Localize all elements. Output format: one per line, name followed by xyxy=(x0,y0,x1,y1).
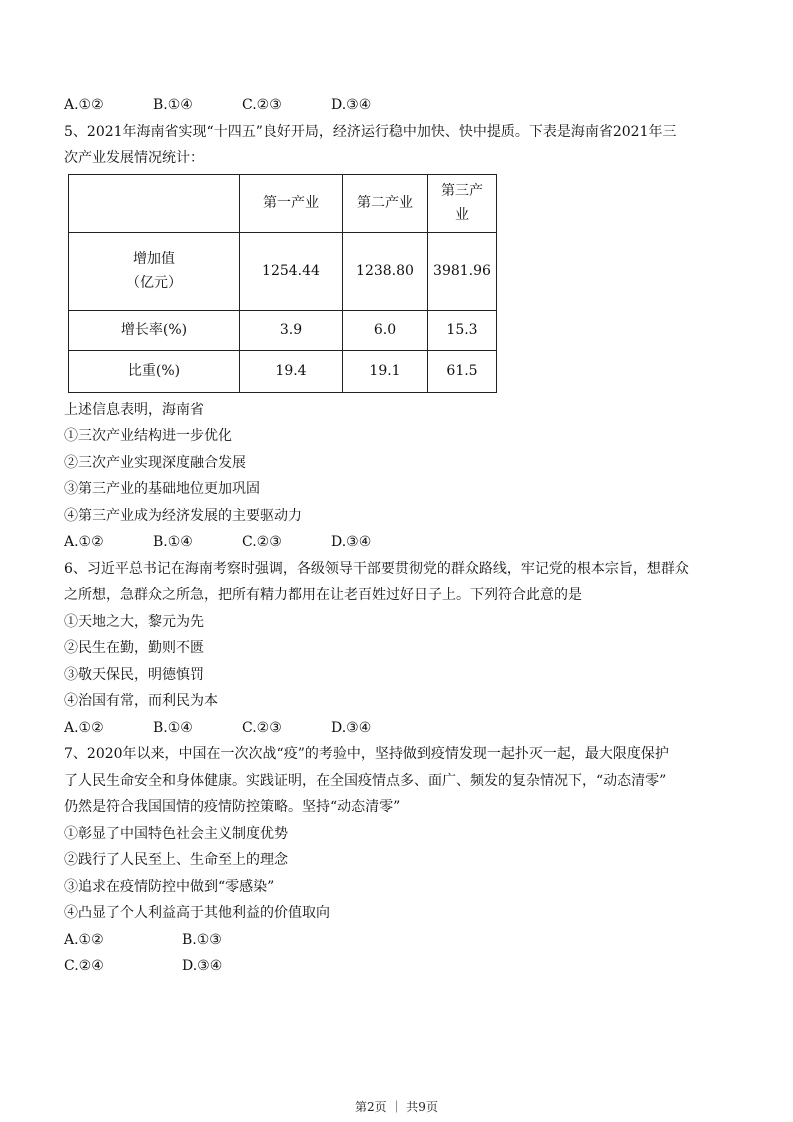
table-cell: 15.3 xyxy=(428,310,497,350)
option-a: A.①② xyxy=(64,97,104,113)
q6-item-4: ④治国有常，而利民为本 xyxy=(64,693,218,709)
q7-item-2: ②践行了人民至上、生命至上的理念 xyxy=(64,852,288,868)
table-header-secondary: 第二产业 xyxy=(343,174,428,232)
table-row-label: 增长率(%) xyxy=(69,310,240,350)
table-cell: 3981.96 xyxy=(428,232,497,310)
q6-item-2: ②民生在勤，勤则不匮 xyxy=(64,640,204,656)
row-label-line2: （亿元） xyxy=(126,275,182,291)
q6-stem-line2: 之所想，急群众之所急，把所有精力都用在让老百姓过好日子上。下列符合此意的是 xyxy=(64,587,582,603)
option-d: D.③④ xyxy=(331,719,372,736)
q6-item-1: ①天地之大，黎元为先 xyxy=(64,613,204,630)
option-a: A.①② xyxy=(64,719,104,736)
table-header-tertiary-line1: 第三产 xyxy=(441,183,483,199)
option-d: D.③④ xyxy=(331,534,372,550)
table-cell: 61.5 xyxy=(428,350,497,392)
q5-item-4: ④第三产业成为经济发展的主要驱动力 xyxy=(64,507,302,524)
q5-item-3: ③第三产业的基础地位更加巩固 xyxy=(64,481,260,497)
option-a: A.①② xyxy=(64,931,104,948)
q7-options-row1 xyxy=(64,927,732,954)
q5-stem-line1: 5、2021年海南省实现“十四五”良好开局，经济运行稳中加快、快中提质。下表是海南省2021年三 xyxy=(64,123,677,140)
table-corner-cell xyxy=(69,174,240,232)
option-d: D.③④ xyxy=(331,97,372,113)
q5-item-2: ②三次产业实现深度融合发展 xyxy=(64,454,246,471)
q7-item-4: ④凸显了个人利益高于其他利益的价值取向 xyxy=(64,905,330,921)
q7-item-1: ①彰显了中国特色社会主义制度优势 xyxy=(64,825,288,842)
table-header-tertiary xyxy=(428,174,497,232)
table-cell: 1254.44 xyxy=(240,232,343,310)
q4-options xyxy=(64,92,732,119)
q5-stem-line2: 次产业发展情况统计： xyxy=(64,150,204,166)
option-d: D.③④ xyxy=(182,958,223,974)
option-c: C.②④ xyxy=(64,958,104,974)
q7-stem-line2: 了人民生命安全和身体健康。实践证明，在全国疫情点多、面广、频发的复杂情况下，“动态清零” xyxy=(64,772,667,789)
table-header-tertiary-line2: 业 xyxy=(455,207,469,223)
q7-item-3: ③追求在疫情防控中做到“零感染” xyxy=(64,878,275,895)
table-cell: 19.1 xyxy=(343,350,428,392)
table-cell: 3.9 xyxy=(240,310,343,350)
table-header-row xyxy=(69,174,497,232)
option-b: B.①④ xyxy=(153,719,193,736)
page-content xyxy=(64,92,732,980)
page-footer: 第2页 ｜ 共9页 xyxy=(355,1100,438,1114)
q7-stem-line1: 7、2020年以来，中国在一次次战“疫”的考验中，坚持做到疫情发现一起扑灭一起，最大限度保护 xyxy=(64,746,669,762)
table-row xyxy=(69,232,497,310)
option-b: B.①③ xyxy=(182,931,222,948)
q6-options xyxy=(64,715,732,742)
q6-item-3: ③敬天保民，明德慎罚 xyxy=(64,666,204,683)
table-header-primary: 第一产业 xyxy=(240,174,343,232)
table-cell: 1238.80 xyxy=(343,232,428,310)
option-c: C.②③ xyxy=(242,97,282,113)
q7-stem-line3: 仍然是符合我国国情的疫情防控策略。坚持“动态清零” xyxy=(64,799,401,815)
q6-stem-line1: 6、习近平总书记在海南考察时强调，各级领导干部要贯彻党的群众路线，牢记党的根本宗旨，想群众 xyxy=(64,560,689,577)
q7-options-row2 xyxy=(64,953,732,980)
table-cell: 6.0 xyxy=(343,310,428,350)
option-c: C.②③ xyxy=(242,719,282,736)
table-row xyxy=(69,310,497,350)
option-b: B.①④ xyxy=(153,534,193,550)
q5-after-text: 上述信息表明，海南省 xyxy=(64,401,204,418)
table-cell: 19.4 xyxy=(240,350,343,392)
row-label-line1: 增加值 xyxy=(133,251,175,267)
option-a: A.①② xyxy=(64,534,104,550)
table-row-label xyxy=(69,232,240,310)
q5-table xyxy=(68,174,497,393)
option-b: B.①④ xyxy=(153,97,193,113)
table-row-label: 比重(%) xyxy=(69,350,240,392)
table-row xyxy=(69,350,497,392)
q5-options xyxy=(64,529,732,556)
option-c: C.②③ xyxy=(242,534,282,550)
q5-item-1: ①三次产业结构进一步优化 xyxy=(64,428,232,444)
